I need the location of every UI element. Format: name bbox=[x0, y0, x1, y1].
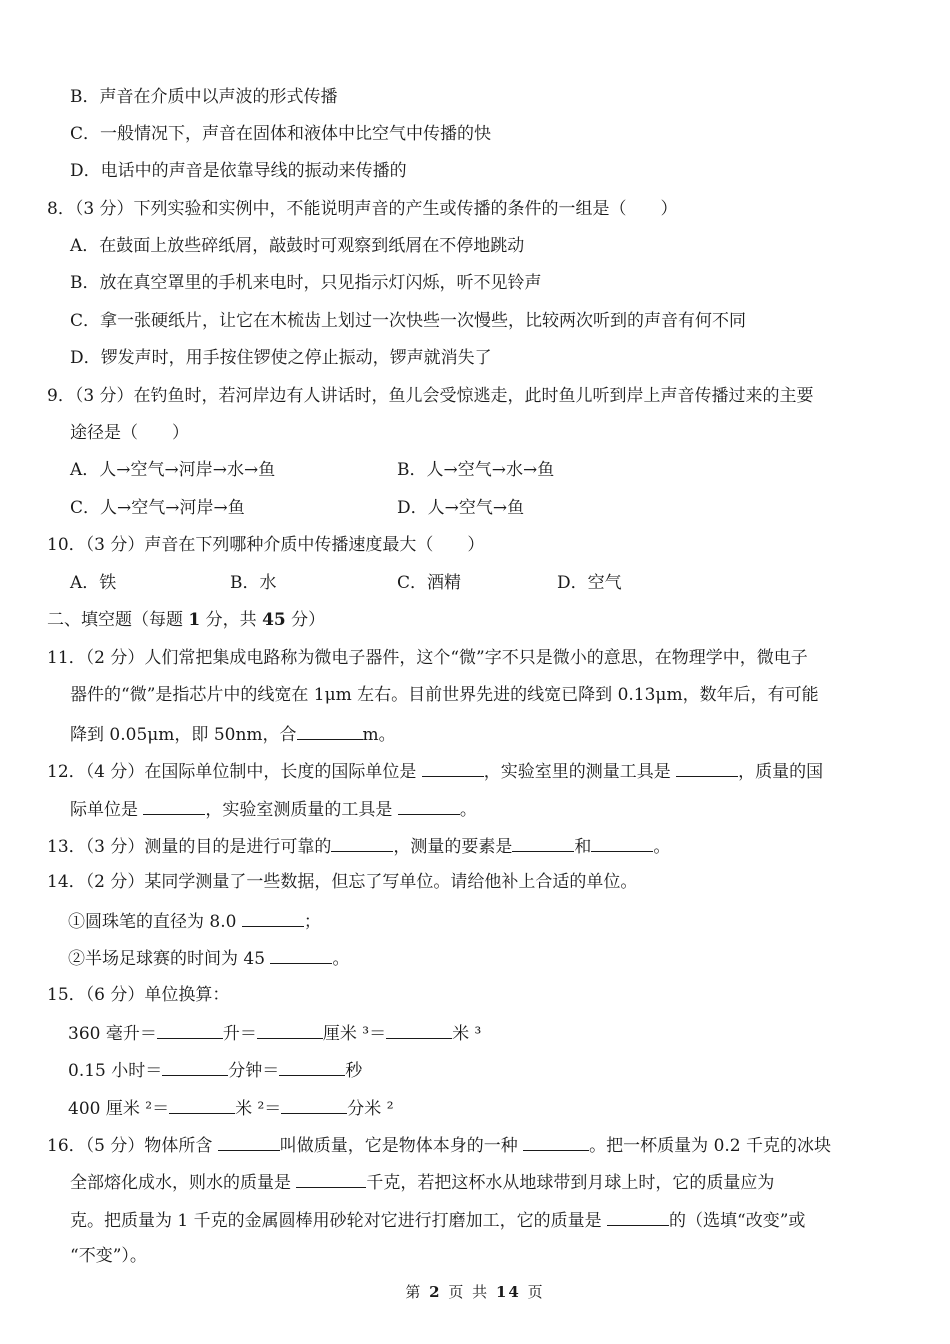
q10-option-c: C．酒精 bbox=[397, 573, 462, 593]
q14-item1: ①圆珠笔的直径为 8.0 ； bbox=[68, 908, 321, 934]
q16-line3: 克。把质量为 1 千克的金属圆棒用砂轮对它进行打磨加工，它的质量是 的（选填“改变”或 bbox=[70, 1207, 805, 1233]
q8-stem: 8．（3 分）下列实验和实例中，不能说明声音的产生或传播的条件的一组是（ ） bbox=[47, 199, 678, 219]
answer-blank[interactable] bbox=[169, 1095, 235, 1114]
answer-blank[interactable] bbox=[296, 1169, 366, 1188]
q12-line1: 12．（4 分）在国际单位制中，长度的国际单位是 ，实验室里的测量工具是 ，质量的国 bbox=[47, 758, 823, 784]
q15-stem: 15．（6 分）单位换算： bbox=[47, 985, 230, 1005]
page-total: 14 bbox=[495, 1283, 521, 1301]
answer-blank[interactable] bbox=[512, 833, 574, 852]
q8-option-d: D．锣发声时，用手按住锣使之停止振动，锣声就消失了 bbox=[70, 348, 492, 368]
q9-stem-line1: 9．（3 分）在钓鱼时，若河岸边有人讲话时，鱼儿会受惊逃走，此时鱼儿听到岸上声音传播过来的主要 bbox=[47, 386, 814, 406]
q15-row1: 360 毫升＝ 升＝ 厘米 ³＝ 米 ³ bbox=[68, 1020, 481, 1046]
q13: 13．（3 分）测量的目的是进行可靠的 ，测量的要素是 和 。 bbox=[47, 833, 670, 859]
q12-line2: 际单位是 ，实验室测质量的工具是 。 bbox=[70, 796, 477, 822]
answer-blank[interactable] bbox=[218, 1132, 280, 1151]
q9-option-c: C．人→空气→河岸→鱼 bbox=[70, 498, 245, 518]
section-heading: 二、填空题（每题 1 分，共 45 分） bbox=[47, 610, 326, 630]
answer-blank[interactable] bbox=[297, 721, 363, 740]
q9-option-b: B．人→空气→水→鱼 bbox=[397, 460, 555, 480]
q8-option-b: B．放在真空罩里的手机来电时，只见指示灯闪烁，听不见铃声 bbox=[70, 273, 542, 293]
q11-line3: 降到 0.05μm，即 50nm，合 m。 bbox=[70, 721, 396, 747]
q15-row3: 400 厘米 ²＝ 米 ²＝ 分米 ² bbox=[68, 1095, 394, 1121]
q7-option-d: D．电话中的声音是依靠导线的振动来传播的 bbox=[70, 161, 407, 181]
q14-item2: ②半场足球赛的时间为 45 。 bbox=[68, 945, 349, 971]
q11-line1: 11．（2 分）人们常把集成电路称为微电子器件，这个“微”字不只是微小的意思，在物理学中，微电子 bbox=[47, 648, 808, 668]
page-number: 2 bbox=[429, 1283, 442, 1301]
page-footer: 第 2 页 共 14 页 bbox=[405, 1283, 545, 1301]
q10-option-a: A．铁 bbox=[70, 573, 117, 593]
answer-blank[interactable] bbox=[162, 1057, 228, 1076]
answer-blank[interactable] bbox=[157, 1020, 223, 1039]
q7-option-b: B．声音在介质中以声波的形式传播 bbox=[70, 87, 338, 107]
q14-stem: 14．（2 分）某同学测量了一些数据，但忘了写单位。请给他补上合适的单位。 bbox=[47, 872, 638, 892]
q16-line1: 16．（5 分）物体所含 叫做质量，它是物体本身的一种 。把一杯质量为 0.2 千克的冰块 bbox=[47, 1132, 831, 1158]
q9-option-d: D．人→空气→鱼 bbox=[397, 498, 525, 518]
answer-blank[interactable] bbox=[270, 945, 332, 964]
answer-blank[interactable] bbox=[398, 796, 460, 815]
answer-blank[interactable] bbox=[257, 1020, 323, 1039]
q10-option-d: D．空气 bbox=[557, 573, 622, 593]
answer-blank[interactable] bbox=[523, 1132, 589, 1151]
answer-blank[interactable] bbox=[386, 1020, 452, 1039]
q9-option-a: A．人→空气→河岸→水→鱼 bbox=[70, 460, 276, 480]
answer-blank[interactable] bbox=[422, 758, 484, 777]
q8-option-c: C．拿一张硬纸片，让它在木梳齿上划过一次快些一次慢些，比较两次听到的声音有何不同 bbox=[70, 311, 747, 331]
answer-blank[interactable] bbox=[143, 796, 205, 815]
q16-line4: “不变”）。 bbox=[70, 1246, 147, 1266]
answer-blank[interactable] bbox=[279, 1057, 345, 1076]
q11-line2: 器件的“微”是指芯片中的线宽在 1μm 左右。目前世界先进的线宽已降到 0.13μm，数年后，有可能 bbox=[70, 685, 819, 705]
q16-line2: 全部熔化成水，则水的质量是 千克，若把这杯水从地球带到月球上时，它的质量应为 bbox=[70, 1169, 774, 1195]
q7-option-c: C．一般情况下，声音在固体和液体中比空气中传播的快 bbox=[70, 124, 492, 144]
answer-blank[interactable] bbox=[676, 758, 738, 777]
q10-option-b: B．水 bbox=[230, 573, 277, 593]
q10-stem: 10．（3 分）声音在下列哪种介质中传播速度最大（ ） bbox=[47, 535, 485, 555]
answer-blank[interactable] bbox=[242, 908, 304, 927]
answer-blank[interactable] bbox=[607, 1207, 669, 1226]
answer-blank[interactable] bbox=[591, 833, 653, 852]
q9-stem-line2: 途径是（ ） bbox=[70, 423, 189, 443]
q8-option-a: A．在鼓面上放些碎纸屑，敲鼓时可观察到纸屑在不停地跳动 bbox=[70, 236, 525, 256]
answer-blank[interactable] bbox=[331, 833, 393, 852]
q15-row2: 0.15 小时＝ 分钟＝ 秒 bbox=[68, 1057, 362, 1083]
answer-blank[interactable] bbox=[281, 1095, 347, 1114]
